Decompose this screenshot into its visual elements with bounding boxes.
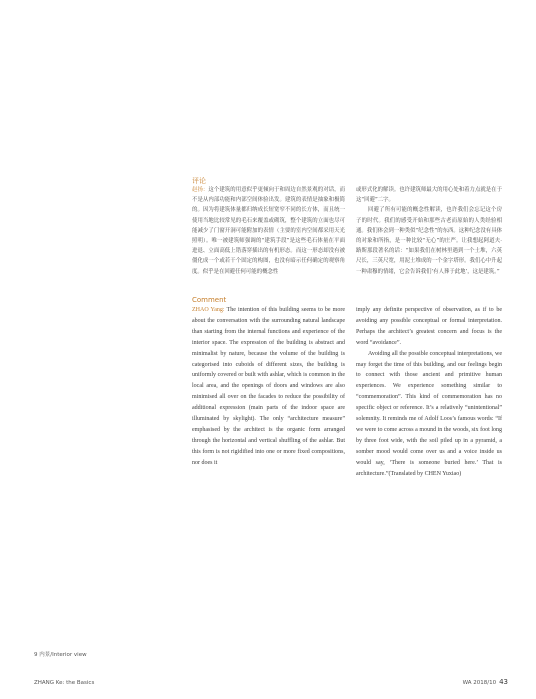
en-author: ZHAO Yang: <box>192 307 225 313</box>
cn-comment-heading: 评论 <box>192 177 206 185</box>
en-paragraph-3: Avoiding all the possible conceptual interpretations, we may forget the time of this building, and our feelings begin to connect with those ancient and primitive human experiences. We experience something similar to “commemoration”. This kind of commemoration has no specific object or reference. It’s a relatively “unintentional” solemnity. It reminds me of Adolf Loos’s famous words: “If we were to come across a mound in the woods, six foot long by three foot wide, with the soil piled up in a pyramid, a somber mood would come over us and a voice inside us would say, ‘There is someone buried here.’ That is architecture.”(Translated by CHEN Yuxiao) <box>356 350 502 477</box>
cn-column-1 <box>192 185 345 277</box>
running-footer-issue <box>463 678 508 686</box>
en-paragraph-1 <box>192 305 345 469</box>
cn-author: 赵扬： <box>192 187 209 193</box>
cn-paragraph-2: 或形式化的解读。也许建筑师最大的用心处和着力点就是在于这“回避”二字。 <box>356 187 502 204</box>
en-column-2 <box>356 305 502 480</box>
cn-column-2 <box>356 185 502 277</box>
en-paragraph-1-text: The intention of this building seems to be more about the conversation with the surrounding natural landscape than starting from the internal functions and experience of the interior space. The expression of the building is abstract and minimalist by nature, because the volume of the building is categorised into cuboids of different sizes, the building is uniformly covered or built with ashlar, which is common in the local area, and the openings of doors and windows are also minimised all over on the facades to reduce the possibility of additional expression (main parts of the indoor space are illuminated by skylight). The only “architecture measure” emphasised by the architect is the organic form arranged through the horizontal and vertical shuffling of the ashlar. But this form is not rigidified into one or more fixed compositions, nor does it <box>192 307 345 466</box>
issue-label: WA 2018/10 <box>462 680 497 686</box>
cn-paragraph-1 <box>192 185 345 277</box>
en-comment-heading: Comment <box>192 296 227 304</box>
en-column-1 <box>192 305 345 469</box>
en-paragraph-2: imply any definite perspective of observation, as if to be avoiding any possible conceptual or formal interpretation. Perhaps the architect’s greatest concern and focus is the word “avoidance”. <box>356 307 502 346</box>
cn-paragraph-1-text: 这个建筑的用意似乎更倾向于和周边自然景观的对话，而不是从内部功能和内部空间体验出发。建筑的表情是抽象和极简的。因为将建筑体量都归纳成长短宽窄不同的长方体，而且统一使用当地比较常见的毛石来覆盖或砌筑，整个建筑的立面也尽可能减少了门窗开洞可能附加的表情（主要的室内空间都采用天光照明）。唯一被建筑师强调的“建筑手段”是这些毛石体量在平面进退、立面高低上错落穿插出的有机形态。而这一形态却没有被僵化成一个或若干个固定的构图，也没有暗示任何确定的观察角度。似乎是在回避任何可能的概念性 <box>192 187 345 275</box>
page-number: 43 <box>499 678 508 686</box>
image-caption: 9 内景/Interior view <box>34 652 87 658</box>
cn-paragraph-3: 回避了所有可能的概念性解读，也许我们会忘记这个房子的时代。我们的感受开始和那些古老而原始的人类经验相通。我们体会到一种类似“纪念性”的东西。这种纪念没有具体的对象和所指，是一种比较“无心”的庄严。让我想起阿道夫·路斯那段著名的话：“如果我们在树林里遇到一个土堆，六英尺长，三英尺宽，用泥土堆成的一个金字塔形。我们心中升起一种肃穆的情绪，它会告诉我们‘有人葬于此地’，这是建筑。” <box>356 207 502 275</box>
running-footer-title: ZHANG Ke: the Basics <box>34 680 95 686</box>
